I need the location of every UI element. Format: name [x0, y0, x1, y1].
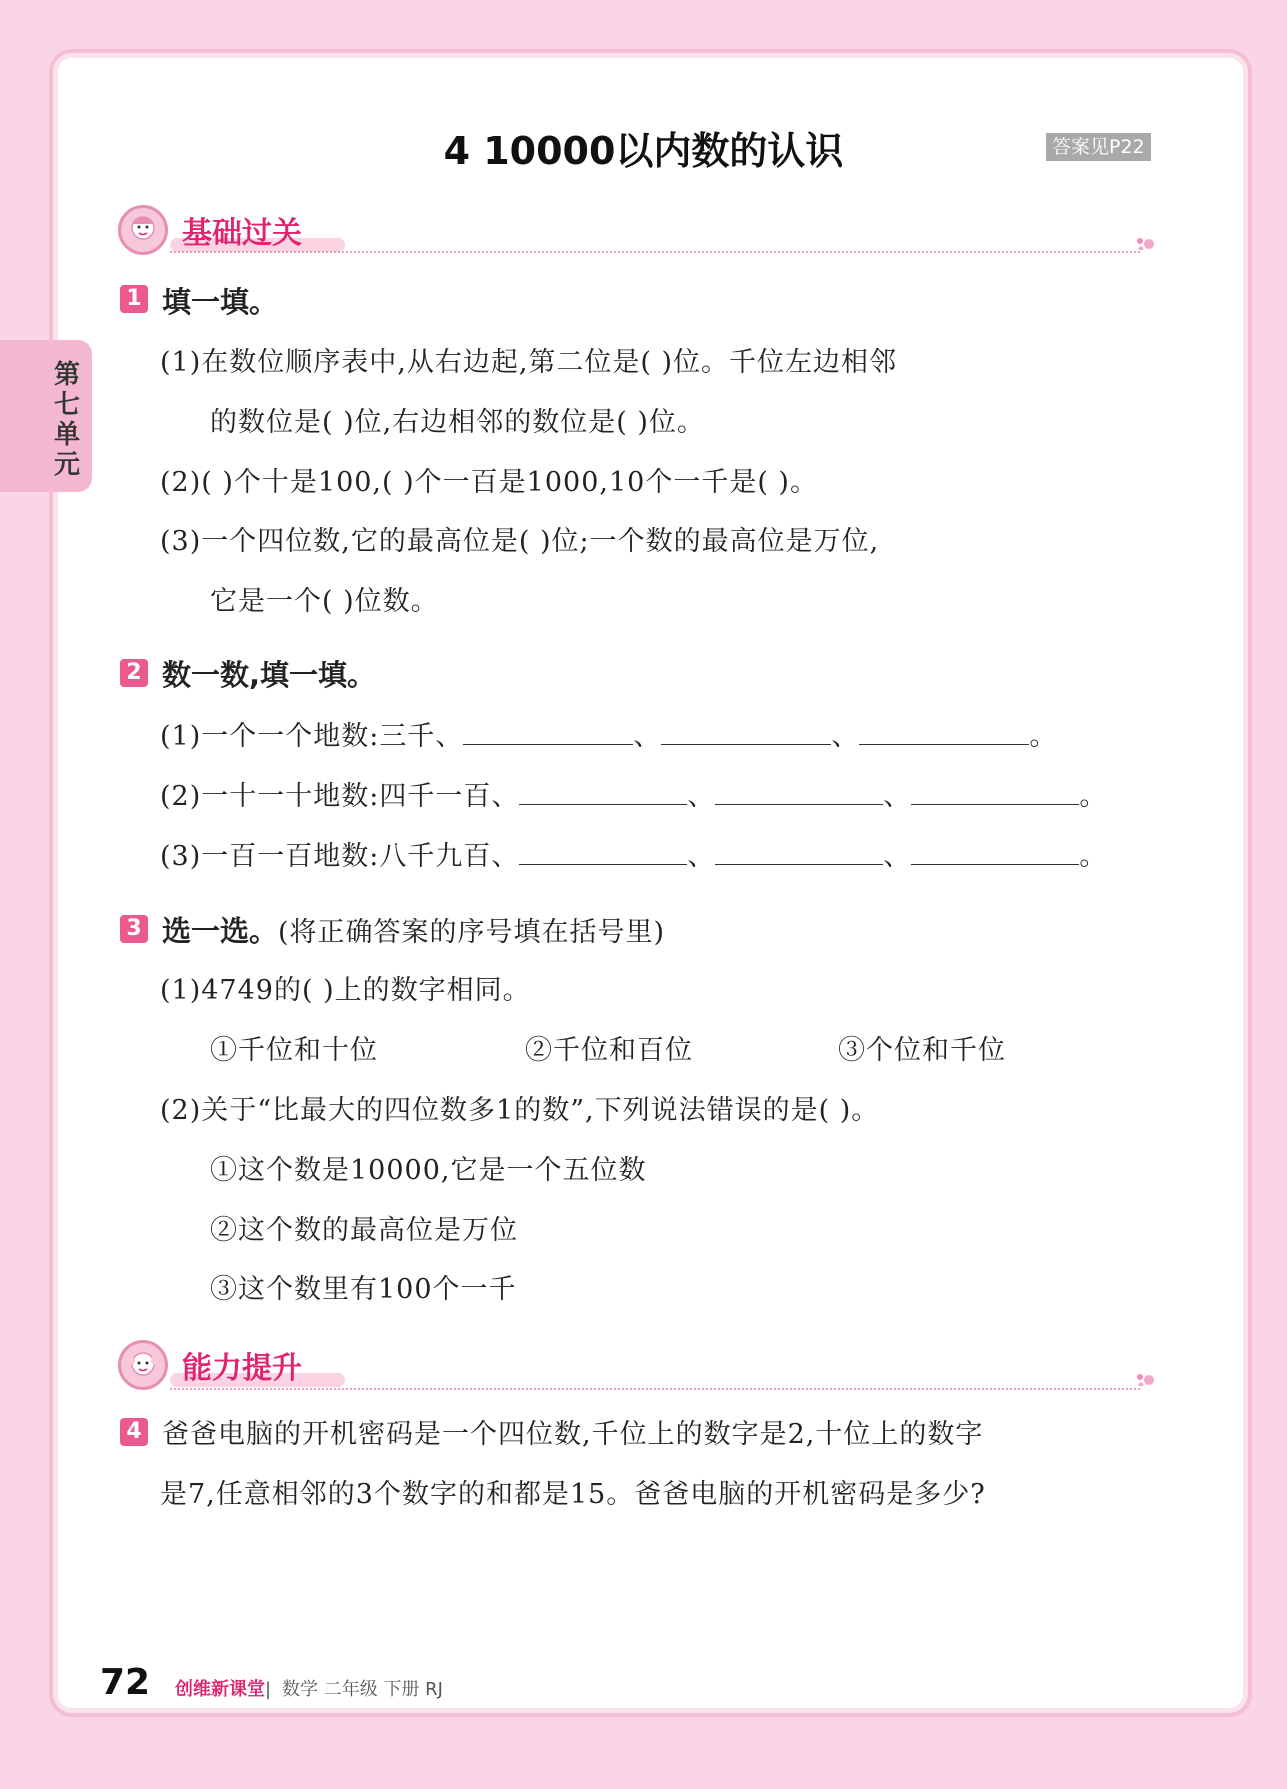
section-dots-icon: [1134, 1372, 1160, 1386]
period: 。: [1029, 721, 1058, 752]
answer-blank[interactable]: [715, 776, 883, 805]
count-prefix: (1)一个一个地数:三千、: [160, 721, 464, 752]
brand-name: 创维新课堂: [175, 1679, 265, 1700]
answer-blank[interactable]: [519, 836, 687, 865]
section-dots-icon: [1134, 236, 1160, 250]
separator: 、: [687, 781, 716, 812]
page-number: 72: [100, 1662, 151, 1703]
answer-blank[interactable]: [911, 836, 1079, 865]
section-title-advanced: 能力提升: [182, 1351, 302, 1386]
question-text-line: 的数位是( )位,右边相邻的数位是( )位。: [210, 407, 705, 438]
answer-blank[interactable]: [911, 776, 1079, 805]
count-prefix: (2)一十一十地数:四千一百、: [160, 781, 520, 812]
period: 。: [1079, 841, 1108, 872]
question-text-line: 是7,任意相邻的3个数字的和都是15。爸爸电脑的开机密码是多少?: [160, 1479, 986, 1510]
question-title: 数一数,填一填。: [162, 658, 377, 692]
question-text-line: (1)在数位顺序表中,从右边起,第二位是( )位。千位左边相邻: [160, 347, 898, 378]
footer-separator: |: [265, 1679, 272, 1700]
answer-blank[interactable]: [715, 836, 883, 865]
section-title-basic: 基础过关: [182, 216, 302, 251]
question-number: 2: [120, 659, 148, 687]
question-note: (将正确答案的序号填在括号里): [278, 917, 666, 948]
count-line-3: [160, 834, 1107, 873]
monkey-avatar-icon: [118, 1340, 168, 1390]
answer-blank[interactable]: [859, 716, 1029, 745]
answer-blank[interactable]: [519, 776, 687, 805]
footer-brand: [175, 1675, 271, 1701]
answer-blank[interactable]: [661, 716, 831, 745]
answer-blank[interactable]: [463, 716, 633, 745]
question-text-line: (2)关于“比最大的四位数多1的数”,下列说法错误的是( )。: [160, 1095, 880, 1126]
question-text-line: 爸爸电脑的开机密码是一个四位数,千位上的数字是2,十位上的数字: [162, 1419, 984, 1450]
question-title-row: [162, 909, 665, 950]
section-dotted-rule: [170, 1388, 1140, 1390]
choice-option[interactable]: ①千位和十位: [210, 1035, 378, 1066]
question-text-line: (1)4749的( )上的数字相同。: [160, 975, 531, 1006]
page-title: 4 10000以内数的认识: [443, 129, 844, 173]
choice-option[interactable]: ②千位和百位: [525, 1035, 693, 1066]
question-text-line: (2)( )个十是100,( )个一百是1000,10个一千是( )。: [160, 467, 818, 498]
footer-book-info: 数学 二年级 下册 RJ: [282, 1679, 443, 1700]
section-dotted-rule: [170, 251, 1140, 253]
separator: 、: [687, 841, 716, 872]
question-text-line: 它是一个( )位数。: [210, 586, 439, 617]
count-line-2: [160, 774, 1107, 813]
question-text-line: (3)一个四位数,它的最高位是( )位;一个数的最高位是万位,: [160, 526, 880, 557]
separator: 、: [633, 721, 662, 752]
unit-side-label: 第七单元: [53, 360, 80, 480]
question-title: 填一填。: [162, 285, 279, 319]
question-number: 1: [120, 285, 148, 313]
answer-reference: 答案见P22: [1046, 133, 1151, 161]
choice-option[interactable]: ③这个数里有100个一千: [210, 1274, 517, 1305]
period: 。: [1079, 781, 1108, 812]
question-title: 选一选。: [162, 914, 279, 948]
separator: 、: [883, 841, 912, 872]
girl-avatar-icon: [118, 205, 168, 255]
count-line-1: [160, 714, 1057, 753]
count-prefix: (3)一百一百地数:八千九百、: [160, 841, 520, 872]
question-number: 4: [120, 1418, 148, 1446]
choice-option[interactable]: ②这个数的最高位是万位: [210, 1215, 518, 1246]
choice-option[interactable]: ③个位和千位: [838, 1035, 1006, 1066]
choice-option[interactable]: ①这个数是10000,它是一个五位数: [210, 1155, 647, 1186]
separator: 、: [831, 721, 860, 752]
separator: 、: [883, 781, 912, 812]
question-number: 3: [120, 915, 148, 943]
